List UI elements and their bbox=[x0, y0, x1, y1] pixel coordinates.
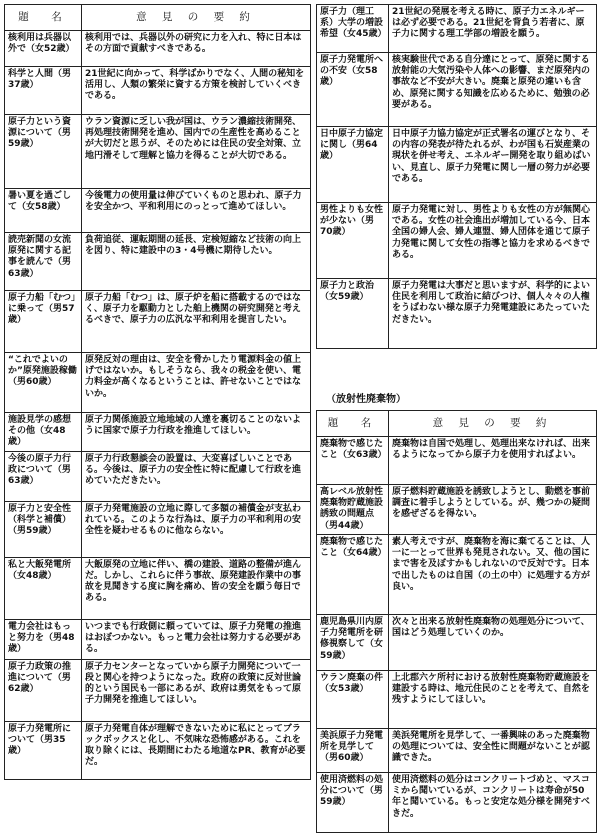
row-title: 原子力政策の推進について（男62歳） bbox=[5, 659, 82, 721]
row-summary: 上北郡六ケ所村における放射性廃棄物貯蔵施設を建設する時は、地元住民のことを考えて、自然を残すようにしてほしい。 bbox=[389, 671, 597, 729]
row-summary: 日中原子力協力協定が正式署名の運びとなり、その内容の発表が待たれるが、わが国も石炭産業の現状を併せ考え、エネルギー開発を取り組めばいい、見直し、原子力発電に関し一層の努力が必要である。 bbox=[389, 127, 597, 203]
row-summary: 核実験世代である自分達にとって、原発に関する放射能の大気汚染や人体への影響、まだ原発内の事故など不安が大きい。廃棄と原発の違いも含め、原発に関する知識を広めるために、勉強の必要がある。 bbox=[389, 53, 597, 127]
row-summary: 原子力船「むつ」は、原子炉を船に搭載するのではなく、原子力を駆動力とした舶上機関の研究開発と考えるべきで、原子力の広汎な平和利用を提言したい。 bbox=[82, 291, 311, 353]
row-title: “これでよいのか”原発施設稼働（男60歳） bbox=[5, 353, 82, 413]
row-summary: 原子力発電に対し、男性よりも女性の方が無関心である。女性の社会進出が増加している今、日本全国の婦人会、婦人連盟、婦人団体を通じて原子力発電に関して女性の指導と協力を求めるべきである。 bbox=[389, 203, 597, 279]
row-summary: 原子力行政懇談会の設置は、大変喜ばしいことである。今後は、原子力の安全性に特に配慮して行政を進めていただきたい。 bbox=[82, 451, 311, 501]
row-summary: 今後電力の使用量は伸びていくものと思われ、原子力を安全かつ、平和利用にのっとって進めてほしい。 bbox=[82, 189, 311, 233]
row-title: 廃棄物で感じたこと（女63歳） bbox=[317, 437, 389, 485]
row-title: 核利用は兵器以外で（女52歳） bbox=[5, 31, 82, 67]
row-title: 暑い夏を過ごして（女58歳） bbox=[5, 189, 82, 233]
row-summary: 原子力センターとなっていから原子力開発について一段と関心を持つようになった。政府の政策に反対世論的という国民も一部にあるが、政府は勇気をもって原子力開発を推進してほしい。 bbox=[82, 659, 311, 721]
row-title: ウラン廃棄の件（女53歳） bbox=[317, 671, 389, 729]
row-summary: 原発反対の理由は、安全を脅かしたり電源料金の値上げではないか。もしそうなら、我々の税金を使い、電力料金が高くなるということは、許せないことではないか。 bbox=[82, 353, 311, 413]
header-title: 題 名 bbox=[317, 411, 389, 437]
row-title: 原子力発電所への不安（女58歳） bbox=[317, 53, 389, 127]
section-title-waste: （放射性廃棄物） bbox=[326, 394, 406, 405]
header-title: 題 名 bbox=[5, 5, 82, 31]
row-title: 美浜原子力発電所を見学して（男60歳） bbox=[317, 729, 389, 773]
waste-table bbox=[316, 410, 597, 833]
row-title: 私と大飯発電所（女48歳） bbox=[5, 557, 82, 619]
row-summary: 廃棄物は自国で処理し、処理出来なければ、出来るようになってから原子力を使用すればよい。 bbox=[389, 437, 597, 485]
row-title: 高レベル放射性廃棄物貯蔵施設誘致の問題点（男44歳） bbox=[317, 485, 389, 535]
row-title: 原子力という資源について（男59歳） bbox=[5, 115, 82, 189]
opinion-table-right bbox=[316, 4, 597, 349]
opinion-table-left bbox=[4, 4, 311, 780]
row-title: 原子力（理工系）大学の増設希望（女45歳） bbox=[317, 5, 389, 53]
row-summary: 21世紀の発展を考える時に、原子力エネルギーは必ず必要である。21世紀を背負う若者に、原子力に関する理工学部の増設を願う。 bbox=[389, 5, 597, 53]
row-summary: 核利用では、兵器以外の研究に力を入れ、特に日本はその方面で貢献すべきである。 bbox=[82, 31, 311, 67]
row-title: 日中原子力協定に関し（男64歳） bbox=[317, 127, 389, 203]
row-summary: 原子力発電は大事だと思いますが、科学的によい住民を利用して政治に結びつけ、個人々々の人権をうばわない様な原子力発電建設にあたっていただきたい。 bbox=[389, 279, 597, 349]
row-title: 原子力船「むつ」に乗って（男57歳） bbox=[5, 291, 82, 353]
row-title: 廃棄物で感じたこと（女64歳） bbox=[317, 535, 389, 615]
row-title: 男性よりも女性が少ない（男70歳） bbox=[317, 203, 389, 279]
row-summary: 原子力関係施設立地地域の人達を裏切ることのないように国家で原子力行政を推進してほしい。 bbox=[82, 413, 311, 452]
row-title: 電力会社はもっと努力を（男48歳） bbox=[5, 619, 82, 659]
row-title: 原子力と安全性（科学と補償）（男59歳） bbox=[5, 501, 82, 557]
row-summary: 負荷追従、運転期間の延長、定検短縮など技術の向上を図り、特に建設中の3・4号機に期待したい。 bbox=[82, 233, 311, 291]
row-summary: 21世紀に向かって、科学ばかりでなく、人間の秘知を活用し、人類の繁栄に資する方策を検討していくべきである。 bbox=[82, 67, 311, 115]
row-summary: いつまでも行政側に頼っていては、原子力発電の推進はおぼつかない。もっと電力会社は努力する必要がある。 bbox=[82, 619, 311, 659]
row-title: 使用済燃料の処分について（男59歳） bbox=[317, 773, 389, 833]
row-title: 鹿児島県川内原子力発電所を研修視察して（女59歳） bbox=[317, 615, 389, 671]
row-summary: 美浜発電所を見学して、一番興味のあった廃棄物の処理については、安全性に問題がないことが認識できた。 bbox=[389, 729, 597, 773]
row-summary: 大飯原発の立地に伴い、橋の建設、道路の整備が進んだ。しかし、これらに伴う事故、原発建設作業中の事故を見聞きする度に胸を痛め、皆の安全を願う毎日である。 bbox=[82, 557, 311, 619]
row-summary: 原子力発電自体が理解できないために私にとってブラックボックスと化し、不気味な恐怖感がある。これを取り除くには、長期間にわたる地道なPR、教育が必要だ。 bbox=[82, 721, 311, 779]
row-summary: 次々と出来る放射性廃棄物の処理処分について、国はどう処理していくのか。 bbox=[389, 615, 597, 671]
row-title: 今後の原子力行政について（男63歳） bbox=[5, 451, 82, 501]
row-summary: 使用済燃料の処分はコンクリートづめと、マスコミから聞いているが、コンクリートは寿命が50年と聞いている。もっと安定な処分様を開発すべきだ。 bbox=[389, 773, 597, 833]
header-summary: 意 見 の 要 約 bbox=[82, 5, 311, 31]
row-summary: 素人考えですが、廃棄物を海に棄てることは、人一に一とって世界も発見されない。又、他の国にまで害を及ぼすかもしれないので反対です。日本で出したものは自国（の土の中）に処理する方が良い。 bbox=[389, 535, 597, 615]
row-summary: 原子力発電施設の立地に際して多額の補償金が支払われている。このような行為は、原子力の平和利用の安全性を疑わせるものに他ならない。 bbox=[82, 501, 311, 557]
row-title: 施設見学の感想その他（女48歳） bbox=[5, 413, 82, 452]
row-title: 原子力と政治（女59歳） bbox=[317, 279, 389, 349]
row-summary: 原子燃料貯蔵施設を誘致しようとし、動燃を事前調査に着手しようとしている。が、幾つかの疑問を感ぜざるを得ない。 bbox=[389, 485, 597, 535]
row-title: 原子力発電所について（男35歳） bbox=[5, 721, 82, 779]
row-title: 科学と人間（男37歳） bbox=[5, 67, 82, 115]
row-title: 読売新聞の女流原発に関する記事を読んで（男63歳） bbox=[5, 233, 82, 291]
row-summary: ウラン資源に乏しい我が国は、ウラン濃縮技術開発、再処理技術開発を進め、国内での生産性を高めることが大切だと思うが、そのためには住民の安全対策、立地円滑そして理解と協力を得ることが大切である。 bbox=[82, 115, 311, 189]
header-summary: 意 見 の 要 約 bbox=[389, 411, 597, 437]
